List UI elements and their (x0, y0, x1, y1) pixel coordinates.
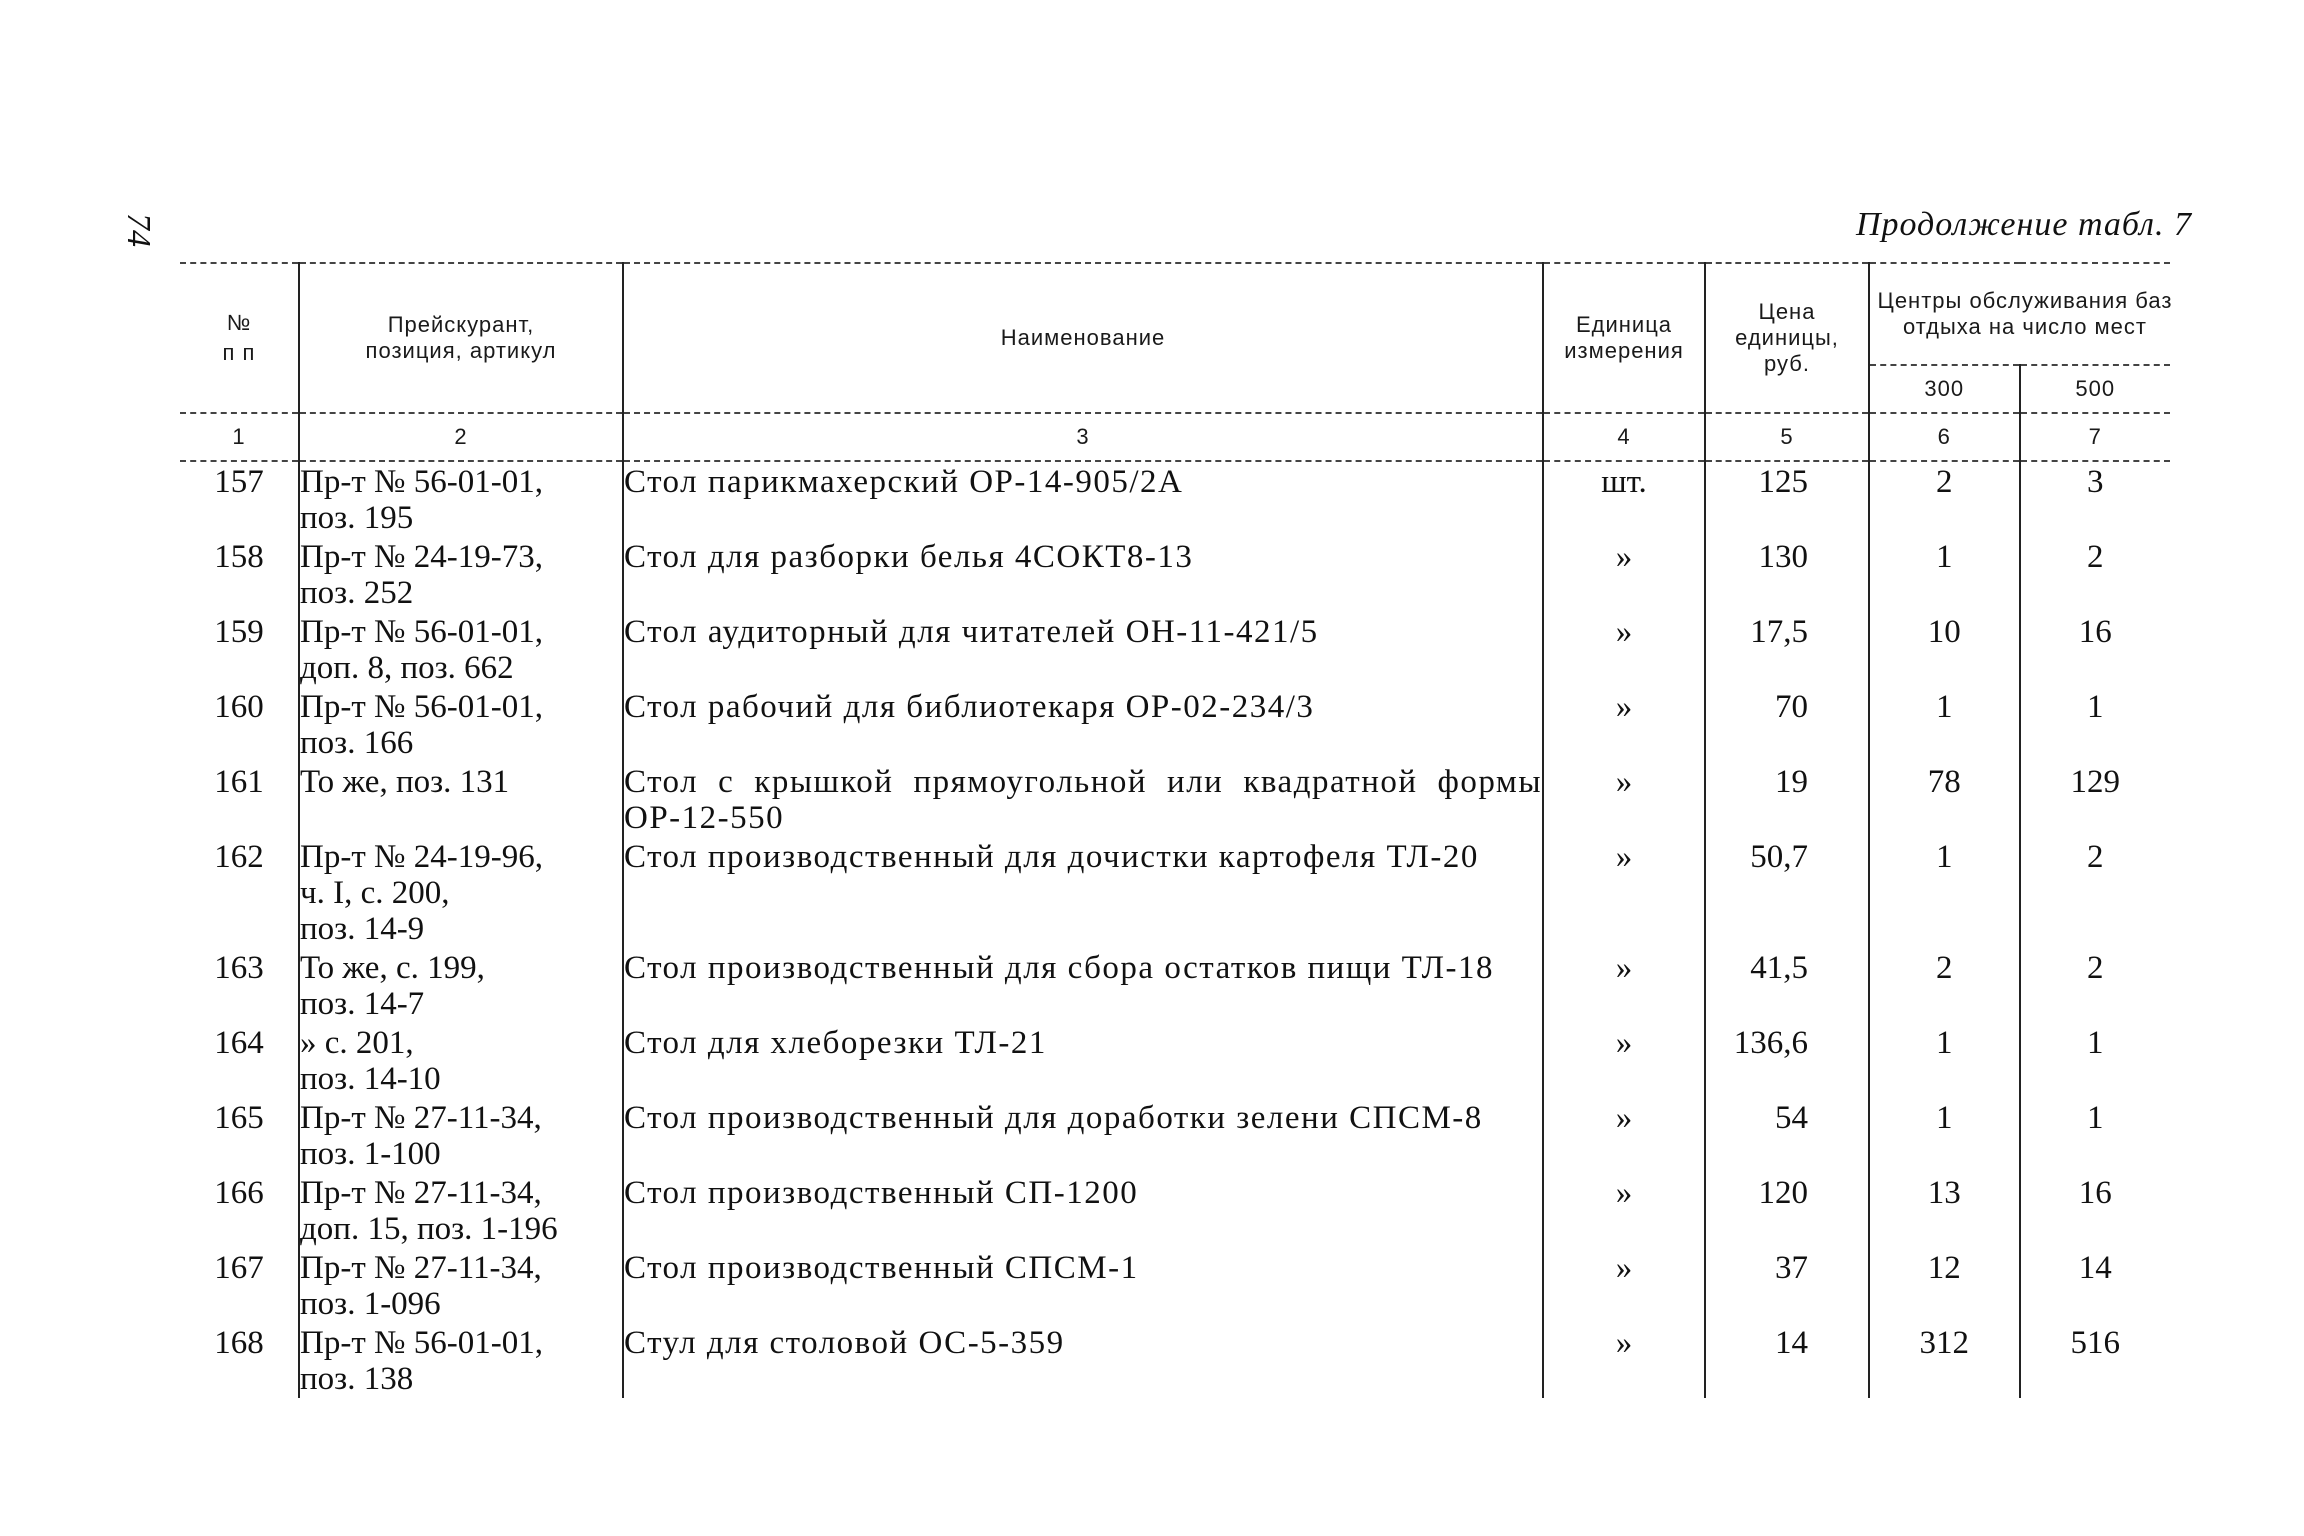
page-number: 74 (120, 213, 157, 247)
row-unit: шт. (1543, 461, 1705, 537)
pricelist-ref-line: поз. 14-9 (300, 911, 425, 947)
pricelist-ref-line: ч. I, с. 200, (300, 875, 450, 911)
table-caption: Продолжение табл. 7 (1855, 206, 2192, 243)
row-price-value: 54 (1775, 1100, 1808, 1136)
table-row (180, 1023, 2170, 1098)
row-number: 159 (214, 614, 264, 650)
row-price-value: 70 (1775, 689, 1808, 725)
pricelist-ref-line: Пр-т № 27-11-34, (300, 1100, 542, 1136)
row-price-value: 41,5 (1750, 950, 1808, 986)
row-unit: » (1543, 1173, 1705, 1248)
row-price (1705, 1023, 1869, 1098)
header-service-centers (1869, 263, 2173, 365)
header-300 (1869, 365, 2020, 413)
row-item-name: Стул для столовой ОС-5-359 (623, 1323, 1543, 1398)
header-price-label: Цена единицы, руб. (1735, 299, 1839, 376)
header-500 (2020, 365, 2171, 413)
row-pricelist-ref (299, 948, 623, 1023)
row-number: 166 (214, 1175, 264, 1211)
row-item-name: Стол производственный для сбора остатков пищи ТЛ-18 (623, 948, 1543, 1023)
row-item-name: Стол производственный СП-1200 (623, 1173, 1543, 1248)
pricelist-ref-line: доп. 8, поз. 662 (300, 650, 514, 686)
row-number: 164 (214, 1025, 264, 1061)
row-count-500: 129 (2020, 762, 2171, 837)
pricelist-ref-line: поз. 166 (300, 725, 414, 761)
row-count-300: 1 (1869, 537, 2020, 612)
row-pricelist-ref (299, 762, 623, 837)
row-count-500: 516 (2020, 1323, 2171, 1398)
row-item-name: Стол парикмахерский ОР-14-905/2А (623, 461, 1543, 537)
row-unit: » (1543, 762, 1705, 837)
row-count-500: 3 (2020, 461, 2171, 537)
row-count-500: 2 (2020, 537, 2171, 612)
row-price (1705, 537, 1869, 612)
row-price-value: 17,5 (1750, 614, 1808, 650)
row-item-name: Стол производственный СПСМ-1 (623, 1248, 1543, 1323)
pricelist-ref-line: поз. 14-10 (300, 1061, 441, 1097)
table-row (180, 1098, 2170, 1173)
row-price (1705, 1173, 1869, 1248)
pricelist-ref-line: поз. 138 (300, 1361, 414, 1397)
row-unit: » (1543, 687, 1705, 762)
row-count-300: 1 (1869, 1098, 2020, 1173)
pricelist-ref-line: » с. 201, (300, 1025, 414, 1061)
row-count-300: 2 (1869, 461, 2020, 537)
header-number (180, 263, 299, 413)
row-count-300: 1 (1869, 687, 2020, 762)
row-number: 167 (214, 1250, 264, 1286)
pricelist-ref-line: Пр-т № 27-11-34, (300, 1250, 542, 1286)
row-number: 160 (214, 689, 264, 725)
header-number-label: № п п (222, 310, 256, 365)
row-count-500: 1 (2020, 1023, 2171, 1098)
table-row (180, 1248, 2170, 1323)
row-price (1705, 837, 1869, 948)
table-row (180, 461, 2170, 537)
row-pricelist-ref (299, 537, 623, 612)
pricelist-ref-line: поз. 1-096 (300, 1286, 441, 1322)
row-pricelist-ref (299, 687, 623, 762)
pricelist-ref-line: То же, с. 199, (300, 950, 485, 986)
row-pricelist-ref (299, 1173, 623, 1248)
row-count-300: 13 (1869, 1173, 2020, 1248)
row-unit: » (1543, 1098, 1705, 1173)
row-item-name: Стол для хлеборезки ТЛ-21 (623, 1023, 1543, 1098)
row-unit: » (1543, 612, 1705, 687)
row-unit: » (1543, 537, 1705, 612)
row-count-500: 1 (2020, 687, 2171, 762)
pricelist-ref-line: поз. 14-7 (300, 986, 425, 1022)
table-row (180, 1323, 2170, 1398)
pricelist-ref-line: То же, поз. 131 (300, 764, 510, 800)
row-count-500: 1 (2020, 1098, 2171, 1173)
row-count-300: 312 (1869, 1323, 2020, 1398)
colnum-4: 4 (1543, 413, 1705, 461)
pricelist-ref-line: доп. 15, поз. 1-196 (300, 1211, 558, 1247)
pricelist-ref-line: Пр-т № 24-19-96, (300, 839, 543, 875)
table-row (180, 612, 2170, 687)
row-price (1705, 1098, 1869, 1173)
pricelist-ref-line: поз. 252 (300, 575, 414, 611)
row-unit: » (1543, 1248, 1705, 1323)
row-pricelist-ref (299, 1023, 623, 1098)
row-unit: » (1543, 948, 1705, 1023)
row-price (1705, 461, 1869, 537)
row-pricelist-ref (299, 1323, 623, 1398)
row-item-name: Стол для разборки белья 4СОКТ8-13 (623, 537, 1543, 612)
row-count-500: 14 (2020, 1248, 2171, 1323)
header-name (623, 263, 1543, 413)
row-price (1705, 687, 1869, 762)
row-price-value: 136,6 (1733, 1025, 1808, 1061)
colnum-6: 6 (1869, 413, 2020, 461)
row-count-500: 2 (2020, 948, 2171, 1023)
row-price-value: 37 (1775, 1250, 1808, 1286)
row-number: 165 (214, 1100, 264, 1136)
colnum-1: 1 (180, 413, 299, 461)
table-row (180, 948, 2170, 1023)
table-header-row (180, 263, 2170, 365)
row-price-value: 50,7 (1750, 839, 1808, 875)
header-price (1705, 263, 1869, 413)
row-pricelist-ref (299, 612, 623, 687)
table-row (180, 1173, 2170, 1248)
column-numbers-row (180, 413, 2170, 461)
table-row (180, 837, 2170, 948)
row-number: 158 (214, 539, 264, 575)
row-price-value: 130 (1758, 539, 1808, 575)
row-count-300: 1 (1869, 837, 2020, 948)
row-number: 161 (214, 764, 264, 800)
header-pricelist-label: Прейскурант, позиция, артикул (365, 312, 557, 363)
row-price (1705, 948, 1869, 1023)
pricelist-ref-line: поз. 195 (300, 500, 414, 536)
header-service-centers-label: Центры обслуживания баз отдыха на число мест (1877, 288, 2173, 339)
pricelist-ref-line: Пр-т № 56-01-01, (300, 614, 543, 650)
table-row (180, 687, 2170, 762)
row-pricelist-ref (299, 1248, 623, 1323)
table-row (180, 537, 2170, 612)
colnum-3: 3 (623, 413, 1543, 461)
row-price-value: 120 (1758, 1175, 1808, 1211)
row-number: 162 (214, 839, 264, 875)
row-pricelist-ref (299, 461, 623, 537)
row-price-value: 125 (1758, 464, 1808, 500)
row-item-name: Стол производственный для дочистки картофеля ТЛ-20 (623, 837, 1543, 948)
row-count-300: 10 (1869, 612, 2020, 687)
row-pricelist-ref (299, 837, 623, 948)
row-item-name: Стол аудиторный для читателей ОН-11-421/5 (623, 612, 1543, 687)
row-count-500: 2 (2020, 837, 2171, 948)
row-unit: » (1543, 1023, 1705, 1098)
row-price (1705, 1323, 1869, 1398)
row-count-300: 12 (1869, 1248, 2020, 1323)
row-price (1705, 612, 1869, 687)
row-count-300: 78 (1869, 762, 2020, 837)
row-number: 163 (214, 950, 264, 986)
pricelist-ref-line: Пр-т № 24-19-73, (300, 539, 543, 575)
row-number: 157 (214, 464, 264, 500)
pricelist-ref-line: Пр-т № 56-01-01, (300, 1325, 543, 1361)
header-unit-label: Единица измерения (1564, 312, 1684, 363)
row-unit: » (1543, 837, 1705, 948)
row-price (1705, 1248, 1869, 1323)
header-500-label: 500 (2075, 376, 2116, 401)
row-count-500: 16 (2020, 612, 2171, 687)
row-count-300: 2 (1869, 948, 2020, 1023)
table-row (180, 762, 2170, 837)
row-item-name: Стол с крышкой прямоугольной или квадратной формы ОР-12-550 (624, 764, 1542, 836)
row-unit: » (1543, 1323, 1705, 1398)
row-price-value: 14 (1775, 1325, 1808, 1361)
header-pricelist (299, 263, 623, 413)
colnum-5: 5 (1705, 413, 1869, 461)
row-count-300: 1 (1869, 1023, 2020, 1098)
pricelist-ref-line: Пр-т № 56-01-01, (300, 464, 543, 500)
row-item-name: Стол рабочий для библиотекаря ОР-02-234/3 (623, 687, 1543, 762)
colnum-7: 7 (2020, 413, 2171, 461)
row-price-value: 19 (1775, 764, 1808, 800)
table-body (180, 461, 2170, 1398)
row-number: 168 (214, 1325, 264, 1361)
pricelist-ref-line: поз. 1-100 (300, 1136, 441, 1172)
colnum-2: 2 (299, 413, 623, 461)
row-count-500: 16 (2020, 1173, 2171, 1248)
pricelist-ref-line: Пр-т № 56-01-01, (300, 689, 543, 725)
header-300-label: 300 (1924, 376, 1965, 401)
pricelist-ref-line: Пр-т № 27-11-34, (300, 1175, 542, 1211)
row-pricelist-ref (299, 1098, 623, 1173)
header-unit (1543, 263, 1705, 413)
row-item-name: Стол производственный для доработки зелени СПСМ-8 (623, 1098, 1543, 1173)
price-table (180, 262, 2173, 1398)
header-name-label: Наименование (1000, 325, 1166, 350)
row-price (1705, 762, 1869, 837)
